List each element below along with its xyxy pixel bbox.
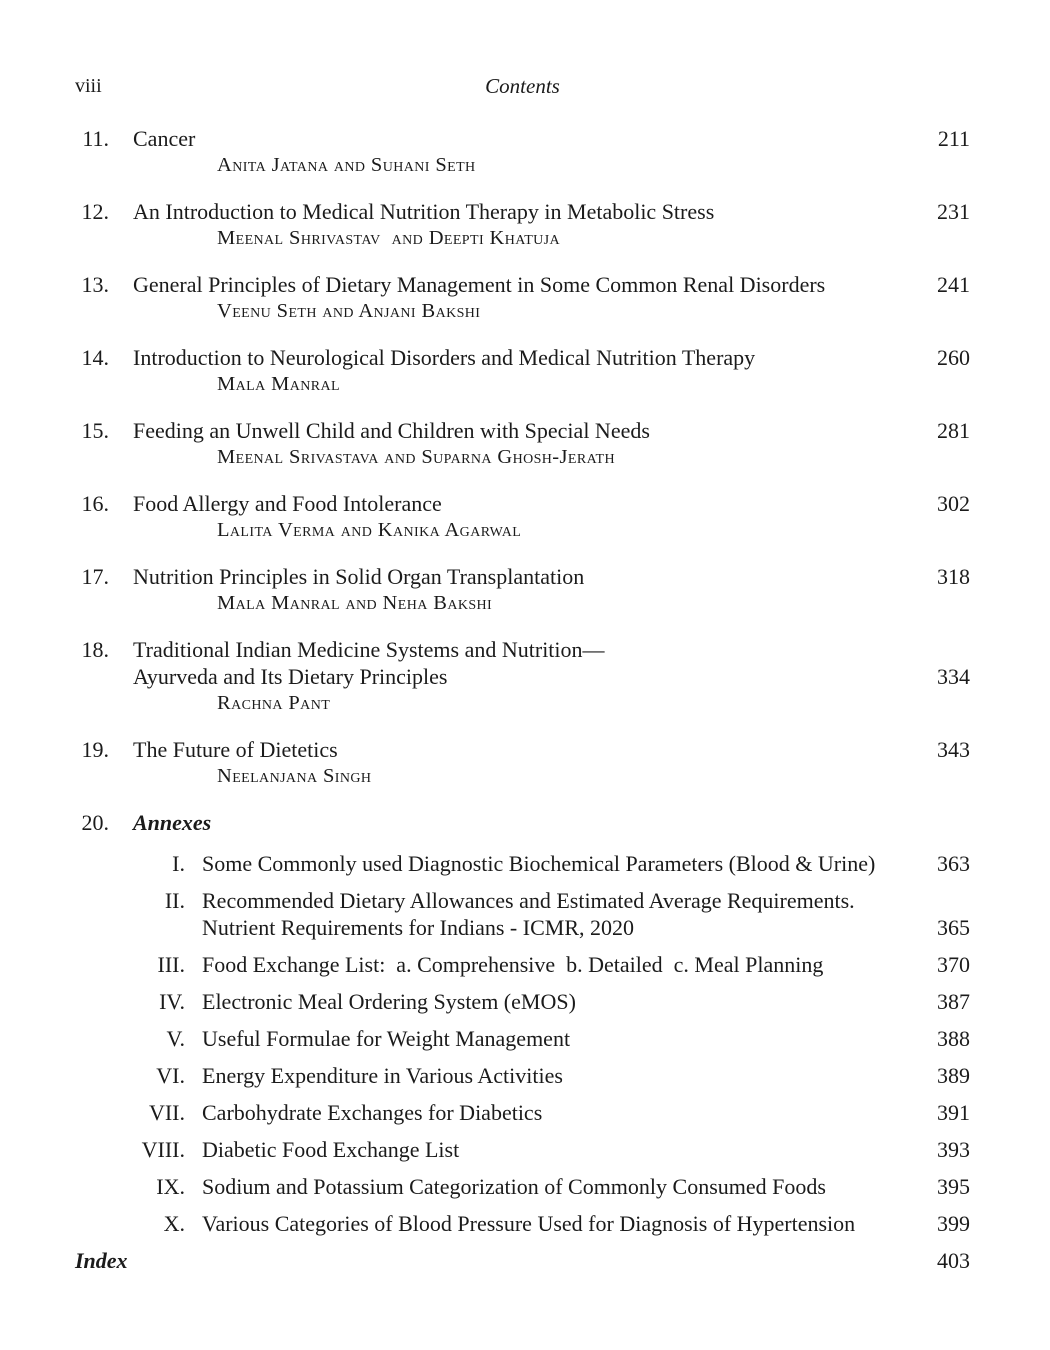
annex-page-number: 365 [937, 915, 970, 940]
annex-entry [75, 1136, 970, 1163]
folio-page-number: viii [75, 75, 102, 97]
chapter-number: 13. [81, 272, 109, 297]
chapter-title-row [75, 271, 970, 298]
annex-title: Useful Formulae for Weight Management [202, 1026, 571, 1051]
running-head-title: Contents [485, 74, 560, 98]
chapter-number: 19. [81, 737, 109, 762]
annex-number: VIII. [141, 1137, 185, 1162]
chapter-number: 17. [81, 564, 109, 589]
annex-number: II. [164, 888, 185, 913]
chapter-number: 16. [81, 491, 109, 516]
annex-page-number: 395 [937, 1174, 970, 1199]
annex-page-number: 389 [937, 1063, 970, 1088]
chapter-entry [75, 736, 970, 790]
annex-page-number: 388 [937, 1026, 970, 1051]
chapter-authors-row [75, 763, 970, 790]
chapter-authors: Neelanjana Singh [217, 765, 372, 787]
index-entry [75, 1247, 970, 1274]
chapter-page-number: 211 [937, 126, 970, 151]
chapter-page-number: 334 [937, 664, 970, 689]
chapter-authors-row [75, 225, 970, 252]
chapter-page-number: 302 [937, 491, 970, 516]
chapter-number: 12. [81, 199, 109, 224]
annex-title: Diabetic Food Exchange List [202, 1137, 460, 1162]
chapter-title: General Principles of Dietary Management in Some Common Renal Disorders [133, 272, 826, 297]
chapter-title-row [75, 636, 970, 663]
chapter-authors: Meenal Shrivastav and Deepti Khatuja [217, 227, 561, 249]
chapter-entry-annexes [75, 809, 970, 836]
annex-title: Some Commonly used Diagnostic Biochemical Parameters (Blood & Urine) [202, 851, 876, 876]
chapter-authors-row [75, 298, 970, 325]
chapter-page-number: 260 [937, 345, 970, 370]
annex-number: V. [166, 1026, 185, 1051]
annex-number: IX. [156, 1174, 185, 1199]
annex-title: Energy Expenditure in Various Activities [202, 1063, 563, 1088]
annex-title: Electronic Meal Ordering System (eMOS) [202, 989, 576, 1014]
annex-title-line-2: Nutrient Requirements for Indians - ICMR, 2020 [202, 915, 634, 940]
chapter-authors-row [75, 371, 970, 398]
annex-number: VI. [156, 1063, 185, 1088]
annex-title-line-1: Recommended Dietary Allowances and Estimated Average Requirements. [202, 888, 855, 913]
chapter-title-row [75, 417, 970, 444]
chapter-authors: Rachna Pant [217, 692, 331, 714]
annex-page-number: 393 [937, 1137, 970, 1162]
chapter-title: Food Allergy and Food Intolerance [133, 491, 442, 516]
annex-entry [75, 887, 970, 914]
chapter-entry [75, 125, 970, 179]
annex-entry [75, 1062, 970, 1089]
chapter-authors-row [75, 152, 970, 179]
chapter-title-row [75, 344, 970, 371]
chapter-title-row [75, 809, 970, 836]
annex-entry [75, 988, 970, 1015]
annex-page-number: 363 [937, 851, 970, 876]
annexes-heading: Annexes [133, 810, 212, 835]
chapter-authors: Veenu Seth and Anjani Bakshi [217, 300, 481, 322]
annex-number: I. [172, 851, 185, 876]
annex-title: Carbohydrate Exchanges for Diabetics [202, 1100, 543, 1125]
annex-entry [75, 1025, 970, 1052]
chapter-number: 15. [81, 418, 109, 443]
chapter-entry [75, 636, 970, 717]
chapter-title-line-2: Ayurveda and Its Dietary Principles [133, 664, 448, 689]
chapter-number: 14. [81, 345, 109, 370]
annex-title: Various Categories of Blood Pressure Used for Diagnosis of Hypertension [202, 1211, 856, 1236]
chapter-entry [75, 271, 970, 325]
chapter-authors: Anita Jatana and Suhani Seth [217, 154, 476, 176]
chapter-number: 20. [81, 810, 109, 835]
chapter-number: 18. [81, 637, 109, 662]
chapter-page-number: 343 [937, 737, 970, 762]
chapter-title-row [75, 490, 970, 517]
annex-title: Food Exchange List: a. Comprehensive b. Detailed c. Meal Planning [202, 952, 824, 977]
chapter-entry [75, 344, 970, 398]
annex-entry [75, 1099, 970, 1126]
chapter-title: Nutrition Principles in Solid Organ Transplantation [133, 564, 585, 589]
chapter-authors-row [75, 590, 970, 617]
annex-number: IV. [159, 989, 185, 1014]
index-page-number: 403 [937, 1248, 970, 1273]
page-header [75, 74, 970, 98]
chapter-title-row [75, 198, 970, 225]
chapter-title: Introduction to Neurological Disorders and Medical Nutrition Therapy [133, 345, 756, 370]
chapter-authors: Mala Manral and Neha Bakshi [217, 592, 493, 614]
chapter-title-line-1: Traditional Indian Medicine Systems and Nutrition— [133, 637, 605, 662]
annex-number: III. [157, 952, 185, 977]
chapter-page-number: 281 [937, 418, 970, 443]
chapter-authors: Lalita Verma and Kanika Agarwal [217, 519, 522, 541]
annex-page-number: 399 [937, 1211, 970, 1236]
annex-entry-continuation [75, 914, 970, 941]
annex-number: X. [163, 1211, 185, 1236]
annex-title: Sodium and Potassium Categorization of Commonly Consumed Foods [202, 1174, 826, 1199]
chapter-title-row [75, 736, 970, 763]
chapter-entry [75, 563, 970, 617]
chapter-page-number: 231 [937, 199, 970, 224]
chapter-entry [75, 417, 970, 471]
chapter-authors-row [75, 444, 970, 471]
annex-page-number: 370 [937, 952, 970, 977]
chapter-authors-row [75, 517, 970, 544]
chapter-title-row [75, 663, 970, 690]
chapter-authors: Meenal Srivastava and Suparna Ghosh-Jerath [217, 446, 616, 468]
index-label: Index [75, 1248, 128, 1273]
annex-page-number: 387 [937, 989, 970, 1014]
annex-entry [75, 1173, 970, 1200]
table-of-contents [75, 125, 970, 1274]
annex-entry [75, 951, 970, 978]
annex-page-number: 391 [937, 1100, 970, 1125]
annex-entry [75, 850, 970, 877]
chapter-title: The Future of Dietetics [133, 737, 338, 762]
chapter-page-number: 241 [937, 272, 970, 297]
chapter-authors: Mala Manral [217, 373, 340, 395]
chapter-entry [75, 490, 970, 544]
chapter-title: Cancer [133, 126, 196, 151]
chapter-title: Feeding an Unwell Child and Children with Special Needs [133, 418, 650, 443]
annex-number: VII. [148, 1100, 185, 1125]
chapter-page-number: 318 [937, 564, 970, 589]
chapter-title: An Introduction to Medical Nutrition Therapy in Metabolic Stress [133, 199, 715, 224]
chapter-authors-row [75, 690, 970, 717]
chapter-number: 11. [82, 126, 109, 151]
chapter-title-row [75, 563, 970, 590]
chapter-entry [75, 198, 970, 252]
chapter-title-row [75, 125, 970, 152]
annex-entry [75, 1210, 970, 1237]
